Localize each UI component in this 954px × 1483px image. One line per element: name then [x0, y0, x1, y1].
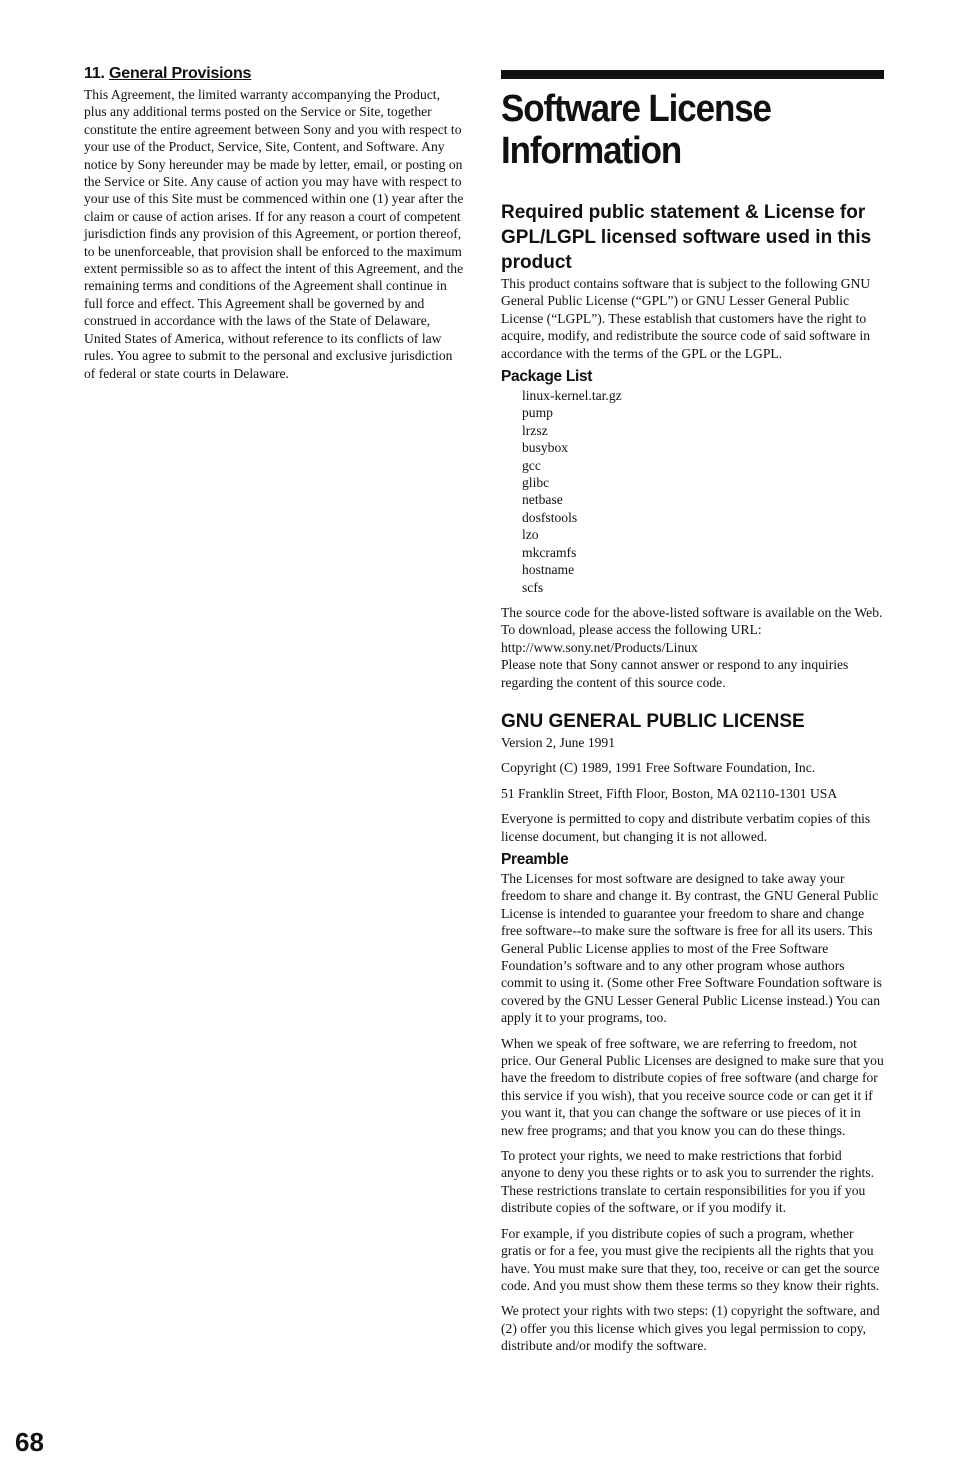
section-number: 11. [84, 65, 105, 82]
preamble-paragraph: We protect your rights with two steps: (1) copyright the software, and (2) offer you this license which gives you legal permission to copy, distribute and/or modify the software. [501, 1303, 880, 1354]
package-item: busybox [522, 440, 569, 456]
package-item: lzo [522, 527, 539, 543]
preamble-paragraph: The Licenses for most software are designed to take away your freedom to share and change it. By contrast, the GNU General Public License is intended to guarantee your freedom to share and change free software--to make sure the software is free for all its users. This General Public License applies to most of the Free Software Foundation’s software and to any other program whose authors commit to using it. (Some other Free Software Foundation software is covered by the GNU Lesser General Public License instead.) You can apply it to your programs, too. [501, 870, 882, 1026]
source-url-link[interactable]: http://www.sony.net/Products/Linux [501, 639, 698, 655]
preamble-heading: Preamble [501, 850, 569, 868]
package-list-heading: Package List [501, 368, 593, 386]
public-statement-heading: Required public statement & License for GPL/LGPL licensed software used in this product [501, 202, 872, 273]
package-item: hostname [522, 562, 575, 578]
verbatim-copies-notice: Everyone is permitted to copy and distribute verbatim copies of this license document, but changing it is not allowed. [501, 811, 871, 844]
package-item: mkcramfs [522, 544, 577, 560]
source-availability-text: The source code for the above-listed software is available on the Web. [501, 604, 883, 620]
fsf-address: 51 Franklin Street, Fifth Floor, Boston, MA 02110-1301 USA [501, 785, 838, 801]
download-instruction: To download, please access the following URL: [501, 622, 762, 638]
package-item: scfs [522, 579, 544, 595]
page-title [501, 88, 853, 172]
package-list [501, 387, 884, 596]
intro-paragraph: This product contains software that is subject to the following GNU General Public License (“GPL”) or GNU Lesser General Public License (“LGPL”). These establish that customers have the right to acquire, modify, and redistribute the source code of said software in accordance with the terms of the GPL or the LGPL. [501, 276, 871, 361]
preamble-paragraph: For example, if you distribute copies of such a program, whether gratis or for a fee, you must give the recipients all the rights that you have. You must make sure that they, too, receive or can get the source code. And you must show them these terms so they know their rights. [501, 1225, 880, 1293]
section-title: General Provisions [109, 65, 252, 82]
gpl-copyright: Copyright (C) 1989, 1991 Free Software Foundation, Inc. [501, 760, 816, 776]
preamble-paragraph: To protect your rights, we need to make restrictions that forbid anyone to deny you these rights or to ask you to surrender the rights. These restrictions translate to certain responsibilities for you if you distribute copies of the software, or if you modify it. [501, 1148, 874, 1216]
package-item: glibc [522, 475, 550, 491]
right-column [501, 70, 884, 1355]
general-provisions-paragraph: This Agreement, the limited warranty accompanying the Product, plus any additional terms posted on the Service or Site, together constitute the entire agreement between Sony and you with respect to your use of the Product, Service, Site, Content, and Software. Any notice by Sony hereunder may be made by letter, email, or posting on the Service or Site. Any cause of action you may have with respect to your use of this Site must be commenced within one (1) year after the claim or cause of action arises. If for any reason a court of competent jurisdiction finds any provision of this Agreement, or portion thereof, to be unenforceable, that provision shall be enforced to the maximum extent permissible so as to affect the intent of this Agreement, and the remaining terms and conditions of the Agreement shall continue in full force and effect. This Agreement shall be governed by and construed in accordance with the laws of the State of Delaware, United States of America, without reference to its conflicts of law rules. You agree to submit to the personal and exclusive jurisdiction of federal or state courts in Delaware. [84, 87, 464, 381]
package-item: netbase [522, 492, 563, 508]
inquiry-note: Please note that Sony cannot answer or respond to any inquiries regarding the content of this source code. [501, 657, 849, 690]
package-item: pump [522, 405, 553, 421]
preamble-paragraph: When we speak of free software, we are referring to freedom, not price. Our General Public Licenses are designed to make sure that you have the freedom to distribute copies of free software (and charge for this service if you wish), that you receive source code or can get it if you want it, that you can change the software or use pieces of it in new free programs; and that you know you can do these things. [501, 1035, 884, 1138]
gpl-version: Version 2, June 1991 [501, 734, 616, 750]
package-item: dosfstools [522, 509, 578, 525]
section-heading-general-provisions [84, 64, 464, 84]
page-title-line1: Software License [501, 88, 771, 130]
gpl-heading: GNU GENERAL PUBLIC LICENSE [501, 710, 805, 732]
package-item: gcc [522, 457, 541, 473]
package-item: lrzsz [522, 422, 548, 438]
page-title-line2: Information [501, 130, 682, 172]
page-number: 68 [15, 1427, 44, 1457]
left-column [84, 64, 464, 382]
title-rule [501, 70, 884, 79]
package-item: linux-kernel.tar.gz [522, 388, 622, 404]
